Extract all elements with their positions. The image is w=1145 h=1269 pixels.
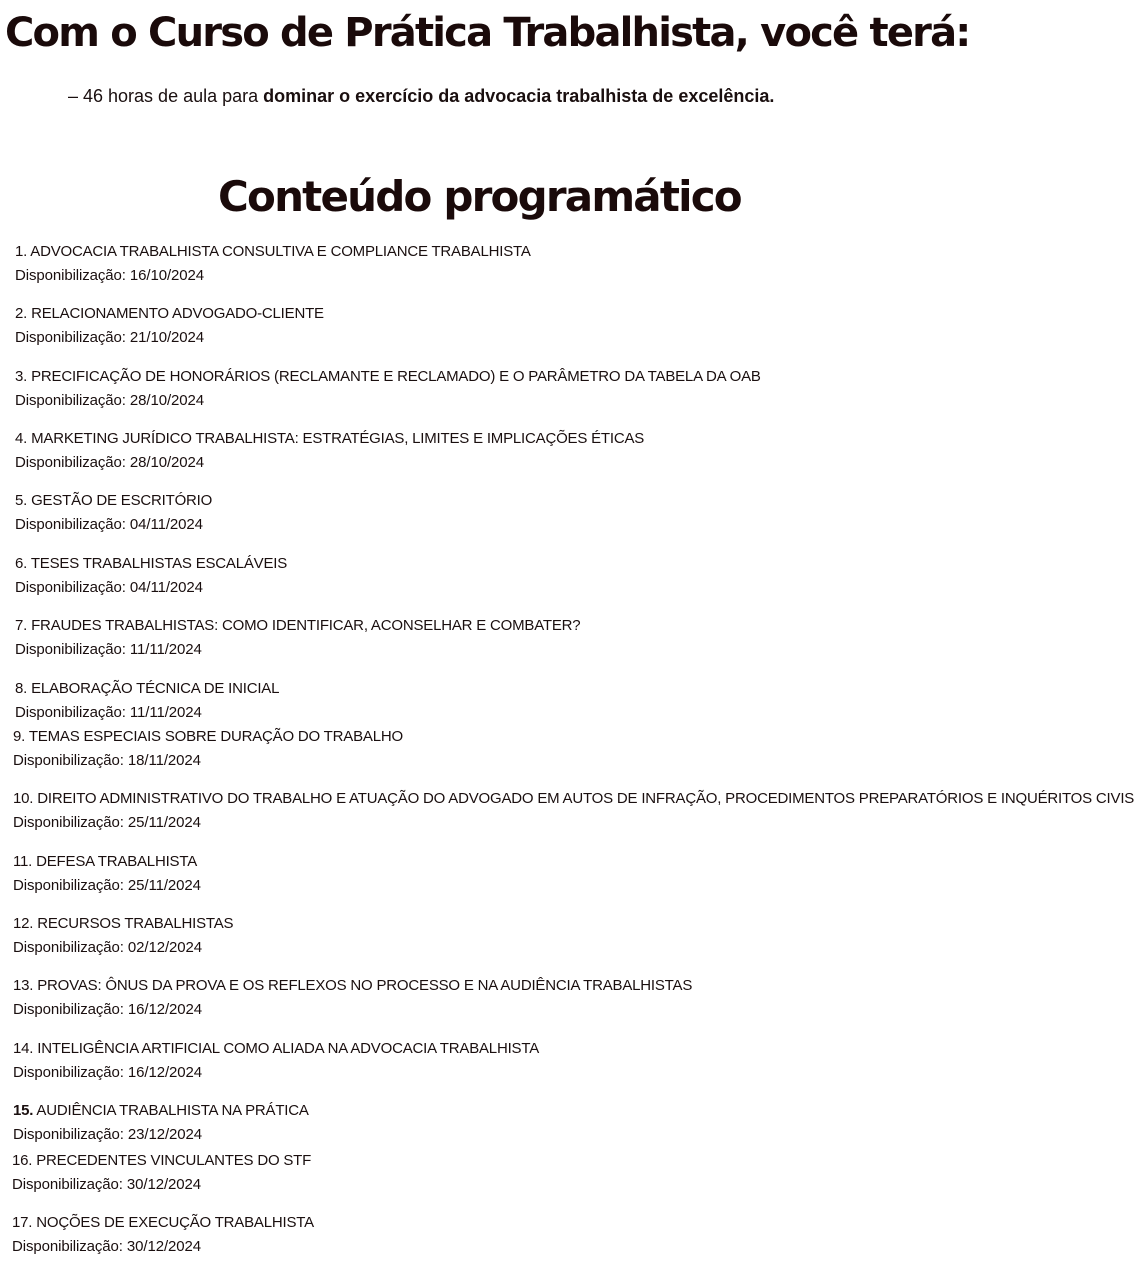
module-number: 13.: [13, 977, 34, 994]
module-item: [15, 489, 212, 537]
module-number: 9.: [13, 728, 26, 745]
module-title: [15, 427, 644, 451]
module-name: TESES TRABALHISTAS ESCALÁVEIS: [30, 555, 288, 572]
module-date: Disponibilização: 02/12/2024: [13, 939, 202, 956]
module-number: 14.: [13, 1040, 34, 1057]
module-title: [13, 1099, 309, 1123]
module-name: AUDIÊNCIA TRABALHISTA NA PRÁTICA: [36, 1102, 309, 1119]
module-name: MARKETING JURÍDICO TRABALHISTA: ESTRATÉGIAS, LIMITES E IMPLICAÇÕES ÉTICAS: [31, 430, 645, 447]
module-title: [15, 302, 324, 326]
module-title: [15, 614, 580, 638]
module-number: 12.: [13, 915, 34, 932]
module-date: Disponibilização: 16/12/2024: [13, 1001, 202, 1018]
module-title: [13, 912, 233, 936]
module-number: 11.: [13, 853, 33, 870]
module-title: [15, 677, 279, 701]
module-date: Disponibilização: 11/11/2024: [15, 641, 202, 658]
module-number: 5.: [15, 492, 28, 509]
module-name: ADVOCACIA TRABALHISTA CONSULTIVA E COMPLIANCE TRABALHISTA: [30, 243, 531, 260]
module-date: Disponibilização: 04/11/2024: [15, 516, 203, 533]
module-number: 2.: [15, 305, 28, 322]
module-name: RECURSOS TRABALHISTAS: [37, 915, 234, 932]
page-headline: Com o Curso de Prática Trabalhista, você terá:: [5, 10, 970, 56]
module-number: 17.: [12, 1214, 33, 1231]
module-title: [13, 787, 1134, 811]
module-date: Disponibilização: 21/10/2024: [15, 329, 204, 346]
module-number: 7.: [15, 617, 28, 634]
module-title: [13, 725, 403, 749]
module-name: FRAUDES TRABALHISTAS: COMO IDENTIFICAR, ACONSELHAR E COMBATER?: [31, 617, 581, 634]
module-number: 3.: [15, 368, 28, 385]
module-title: [12, 1149, 311, 1173]
module-title: [13, 1037, 539, 1061]
module-name: INTELIGÊNCIA ARTIFICIAL COMO ALIADA NA ADVOCACIA TRABALHISTA: [37, 1040, 539, 1057]
module-title: [15, 240, 531, 264]
module-name: PRECEDENTES VINCULANTES DO STF: [36, 1152, 312, 1169]
module-item: [15, 552, 287, 600]
module-item: [15, 614, 580, 662]
module-number: 8.: [15, 680, 28, 697]
module-date: Disponibilização: 16/12/2024: [13, 1064, 202, 1081]
module-item: [12, 1149, 311, 1197]
module-item: [13, 725, 403, 773]
module-date: Disponibilização: 11/11/2024: [15, 704, 202, 720]
module-title: [12, 1211, 314, 1235]
module-item: [13, 1037, 539, 1085]
course-hours-bullet: [68, 86, 774, 107]
module-date: Disponibilização: 28/10/2024: [15, 454, 204, 471]
module-number: 15.: [13, 1102, 34, 1119]
module-item: [13, 974, 692, 1022]
module-name: NOÇÕES DE EXECUÇÃO TRABALHISTA: [36, 1214, 314, 1231]
module-item: [15, 427, 644, 475]
module-name: PRECIFICAÇÃO DE HONORÁRIOS (RECLAMANTE E RECLAMADO) E O PARÂMETRO DA TABELA DA OAB: [31, 368, 761, 385]
module-item: [13, 787, 1134, 835]
module-name: DIREITO ADMINISTRATIVO DO TRABALHO E ATUAÇÃO DO ADVOGADO EM AUTOS DE INFRAÇÃO, PROCEDIMENTOS PREPARATÓRIOS E INQUÉRITOS CIVIS: [37, 790, 1135, 807]
module-date: Disponibilização: 25/11/2024: [13, 877, 201, 894]
bullet-bold-text: dominar o exercício da advocacia trabalhista de excelência.: [263, 86, 775, 106]
module-item: [15, 240, 531, 288]
module-date: Disponibilização: 18/11/2024: [13, 752, 201, 769]
module-date: Disponibilização: 16/10/2024: [15, 267, 204, 284]
module-title: [15, 489, 212, 513]
module-name: PROVAS: ÔNUS DA PROVA E OS REFLEXOS NO PROCESSO E NA AUDIÊNCIA TRABALHISTAS: [37, 977, 693, 994]
module-name: GESTÃO DE ESCRITÓRIO: [31, 492, 213, 509]
module-name: RELACIONAMENTO ADVOGADO-CLIENTE: [31, 305, 324, 322]
module-number: 6.: [15, 555, 28, 572]
module-title: [15, 552, 287, 576]
module-title: [13, 850, 201, 874]
module-item: [15, 677, 279, 720]
module-date: Disponibilização: 30/12/2024: [12, 1176, 201, 1193]
module-item: [13, 850, 201, 898]
module-date: Disponibilização: 23/12/2024: [13, 1126, 202, 1142]
module-number: 1.: [15, 243, 28, 260]
module-date: Disponibilização: 25/11/2024: [13, 814, 201, 831]
module-number: 16.: [12, 1152, 33, 1169]
module-item: [12, 1211, 314, 1259]
module-date: Disponibilização: 04/11/2024: [15, 579, 203, 596]
module-number: 4.: [15, 430, 28, 447]
module-title: [15, 365, 761, 389]
module-item: [13, 912, 233, 960]
bullet-prefix: – 46 horas de aula para: [68, 86, 264, 106]
module-name: ELABORAÇÃO TÉCNICA DE INICIAL: [31, 680, 280, 697]
section-title: Conteúdo programático: [218, 172, 741, 221]
module-number: 10.: [13, 790, 34, 807]
module-date: Disponibilização: 28/10/2024: [15, 392, 204, 409]
module-date: Disponibilização: 30/12/2024: [12, 1238, 201, 1255]
module-item: [13, 1099, 309, 1142]
module-item: [15, 365, 761, 413]
module-name: TEMAS ESPECIAIS SOBRE DURAÇÃO DO TRABALHO: [28, 728, 403, 745]
module-item: [15, 302, 324, 350]
module-title: [13, 974, 692, 998]
module-name: DEFESA TRABALHISTA: [36, 853, 198, 870]
